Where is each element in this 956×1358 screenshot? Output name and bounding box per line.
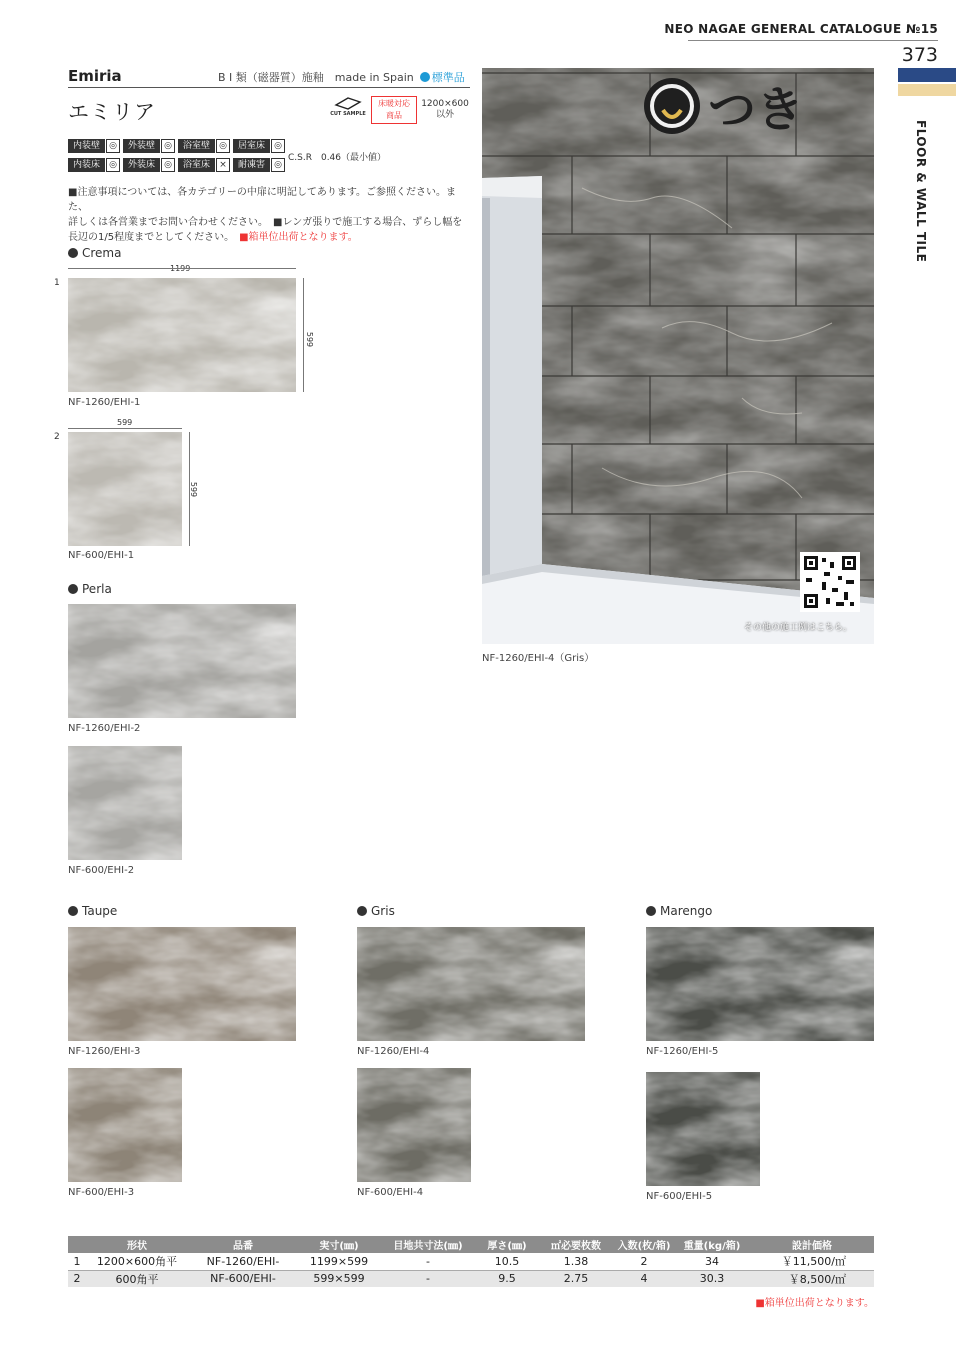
cell-code: NF-600/EHI- [188, 1270, 298, 1287]
code-gris-small: NF-600/EHI-4 [357, 1187, 424, 1198]
cut-sample-icon [333, 96, 363, 110]
size-note-line1: 1200×600 [421, 99, 469, 109]
bullet-icon [68, 248, 78, 258]
photo-caption: NF-1260/EHI-4（Gris） [482, 653, 595, 664]
usage-label: 浴室壁 [178, 139, 215, 153]
usage-cell [123, 138, 176, 154]
code-perla-large: NF-1260/EHI-2 [68, 723, 141, 734]
tile-taupe-large [68, 927, 296, 1041]
tile-crema-large [68, 278, 296, 392]
standard-label: 標準品 [431, 71, 465, 84]
csr-value: C.S.R 0.46（最小値） [288, 153, 387, 163]
color-name-marengo: Marengo [660, 904, 713, 918]
usage-label: 外装壁 [123, 139, 160, 153]
usage-cell [123, 157, 176, 173]
installation-photo [482, 68, 874, 644]
note-line1: ■注意事項については、各カテゴリーの中扉に明記してあります。ご参照ください。また、 [68, 187, 457, 213]
floor-heating-badge [371, 96, 417, 124]
header-actual-size: 実寸(㎜) [298, 1236, 380, 1253]
cell-weight: 30.3 [674, 1270, 750, 1287]
cell-num: 1 [68, 1253, 86, 1270]
header-band-blue [898, 68, 956, 82]
cell-price: ￥11,500/㎡ [750, 1253, 874, 1270]
header-weight: 重量(kg/箱) [674, 1236, 750, 1253]
table-row [68, 1270, 874, 1287]
usage-mark: ◎ [106, 158, 120, 172]
usage-mark: ◎ [161, 139, 175, 153]
side-category-label: FLOOR & WALL TILE [914, 120, 928, 263]
tile-crema-small [68, 432, 182, 546]
page-number: 373 [901, 44, 938, 66]
usage-cell [178, 157, 231, 173]
color-label-crema [68, 246, 121, 260]
header-rule [688, 40, 938, 41]
table-row [68, 1253, 874, 1270]
usage-grid [68, 138, 286, 173]
color-label-perla [68, 582, 112, 596]
catalogue-title: NEO NAGAE GENERAL CATALOGUE №15 [664, 22, 938, 36]
color-name-taupe: Taupe [82, 904, 118, 918]
usage-mark: ◎ [271, 158, 285, 172]
standard-dot-icon [420, 72, 430, 82]
dim-width-small: 599 [117, 418, 133, 427]
tile-marengo-large [646, 927, 874, 1041]
tile-perla-small [68, 746, 182, 860]
floor-heating-line2: 商品 [386, 111, 402, 120]
usage-cell [233, 157, 286, 173]
usage-mark: ◎ [216, 139, 230, 153]
header-price: 設計価格 [750, 1236, 874, 1253]
bullet-icon [357, 906, 367, 916]
code-taupe-large: NF-1260/EHI-3 [68, 1046, 141, 1057]
cell-pcs-per-box: 2 [614, 1253, 674, 1270]
table-note-box-shipping: ■箱単位出荷となります。 [755, 1298, 874, 1309]
bullet-icon [68, 906, 78, 916]
usage-label: 浴室床 [178, 158, 215, 172]
color-name-crema: Crema [82, 246, 122, 260]
series-name: Emiria [68, 67, 122, 85]
cell-actual-size: 1199×599 [298, 1253, 380, 1270]
code-crema-small: NF-600/EHI-1 [68, 550, 135, 561]
cell-price: ￥8,500/㎡ [750, 1270, 874, 1287]
usage-cell [68, 157, 121, 173]
code-gris-large: NF-1260/EHI-4 [357, 1046, 430, 1057]
usage-label: 内装床 [68, 158, 105, 172]
color-label-marengo [646, 904, 712, 918]
row-number-1: 1 [54, 278, 60, 288]
cell-actual-size: 599×599 [298, 1270, 380, 1287]
usage-mark: ◎ [161, 158, 175, 172]
cell-thickness: 9.5 [476, 1270, 538, 1287]
dim-height-small: 599 [189, 481, 199, 498]
code-marengo-small: NF-600/EHI-5 [646, 1191, 713, 1202]
usage-label: 外装床 [123, 158, 160, 172]
code-taupe-small: NF-600/EHI-3 [68, 1187, 135, 1198]
tile-gris-large [357, 927, 585, 1041]
product-kana-name: エミリア [68, 100, 156, 124]
bullet-icon [68, 584, 78, 594]
header-shape: 形状 [86, 1236, 188, 1253]
color-label-gris [357, 904, 395, 918]
usage-mark: ◎ [271, 139, 285, 153]
tile-gris-small [357, 1068, 471, 1182]
usage-label: 居室床 [233, 139, 270, 153]
series-info [218, 69, 465, 85]
dim-height-large: 599 [305, 331, 315, 348]
floor-heating-line1: 床暖対応 [378, 99, 410, 108]
usage-cell [233, 138, 286, 154]
dim-line-width-large [68, 268, 296, 269]
code-perla-small: NF-600/EHI-2 [68, 865, 135, 876]
usage-label: 内装壁 [68, 139, 105, 153]
usage-mark: × [216, 158, 230, 172]
size-note-line2: 以外 [435, 110, 454, 120]
header-joint-size: 目地共寸法(㎜) [380, 1236, 476, 1253]
size-note [420, 99, 470, 121]
header-band-tan [898, 84, 956, 96]
code-marengo-large: NF-1260/EHI-5 [646, 1046, 719, 1057]
cell-joint-size: - [380, 1270, 476, 1287]
product-rule [68, 87, 470, 88]
cell-joint-size: - [380, 1253, 476, 1270]
header-thickness: 厚さ(㎜) [476, 1236, 538, 1253]
header-num [68, 1236, 86, 1253]
installation-photo-art [482, 68, 874, 644]
note-line3-text: 長辺の1/5程度までとしてください。 [68, 232, 240, 243]
cell-shape: 600角平 [86, 1270, 188, 1287]
cell-thickness: 10.5 [476, 1253, 538, 1270]
notes [68, 185, 470, 245]
cell-weight: 34 [674, 1253, 750, 1270]
cell-shape: 1200×600角平 [86, 1253, 188, 1270]
header-code: 品番 [188, 1236, 298, 1253]
spec-table-header-row [68, 1236, 874, 1253]
color-name-perla: Perla [82, 582, 112, 596]
note-line2: 詳しくは各営業までお問い合わせください。 ■レンガ張りで施工する場合、ずらし幅を [68, 217, 463, 228]
tile-marengo-small [646, 1072, 760, 1186]
spec-table [68, 1236, 874, 1287]
usage-cell [68, 138, 121, 154]
header-pcs-per-m2: ㎡必要枚数 [538, 1236, 614, 1253]
note-line3 [68, 230, 470, 245]
note-box-shipping: ■箱単位出荷となります。 [239, 232, 358, 243]
dim-line-height-large [303, 278, 304, 392]
header-pcs-per-box: 入数(枚/箱) [614, 1236, 674, 1253]
series-info-text: B I 類（磁器質）施釉 made in Spain [218, 71, 414, 84]
cell-pcs-per-box: 4 [614, 1270, 674, 1287]
tile-perla-large [68, 604, 296, 718]
dim-line-width-small [68, 428, 182, 429]
cell-pcs-per-m2: 1.38 [538, 1253, 614, 1270]
code-crema-large: NF-1260/EHI-1 [68, 397, 141, 408]
row-number-2: 2 [54, 432, 60, 442]
photo-signage: つき [708, 82, 805, 138]
cell-code: NF-1260/EHI- [188, 1253, 298, 1270]
color-label-taupe [68, 904, 117, 918]
cut-sample-badge [330, 96, 366, 117]
tile-taupe-small [68, 1068, 182, 1182]
usage-mark: ◎ [106, 139, 120, 153]
cell-pcs-per-m2: 2.75 [538, 1270, 614, 1287]
cut-sample-label: CUT SAMPLE [330, 111, 366, 117]
bullet-icon [646, 906, 656, 916]
color-name-gris: Gris [371, 904, 395, 918]
usage-label: 耐凍害 [233, 158, 270, 172]
cell-num: 2 [68, 1270, 86, 1287]
qr-caption: その他の施工例はこちら。 [744, 623, 853, 633]
usage-cell [178, 138, 231, 154]
